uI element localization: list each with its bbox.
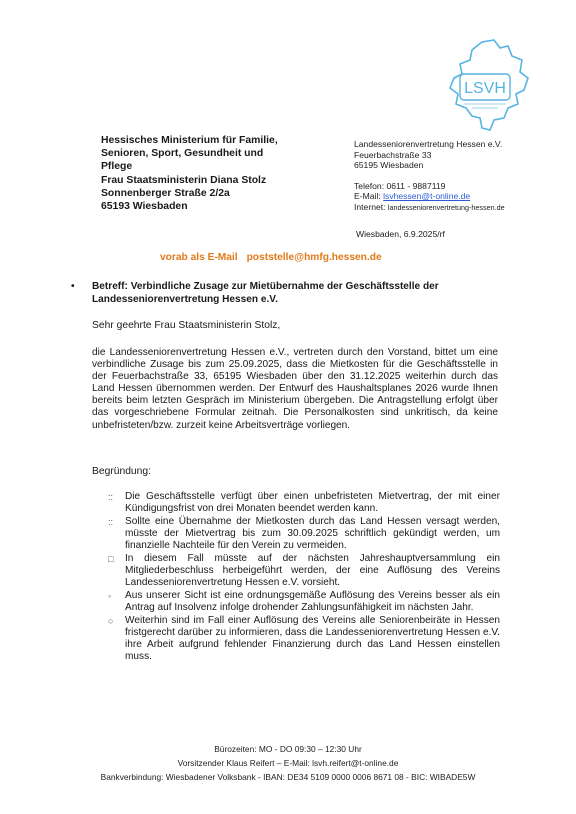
list-item — [108, 516, 500, 552]
list-marker: ○ — [108, 616, 114, 626]
advance-email-address[interactable]: poststelle@hmfg.hessen.de — [246, 252, 382, 263]
subject-bullet: • — [71, 281, 75, 292]
recipient-line: Senioren, Sport, Gesundheit und — [101, 148, 264, 160]
recipient-line: Sonnenberger Straße 2/2a — [101, 187, 230, 199]
sender-name: Landesseniorenvertretung Hessen e.V. — [354, 139, 503, 149]
list-item-text: Aus unserer Sicht ist eine ordnungsgemäße Auflösung des Vereins besser als ein Antrag auf Insolvenz infolge drohender Zahlungsunfähigkeit im nächsten Jahr. — [125, 590, 500, 613]
list-item-text: In diesem Fall müsste auf der nächsten Jahreshauptversammlung ein Mitgliederbeschluss herbeigeführt werden, der eine Auflösung des Vereins Landesseniorenvertretung Hessen e.V. vorsieht. — [125, 553, 500, 588]
recipient-line: Frau Staatsministerin Diana Stolz — [101, 174, 267, 186]
sender-street: Feuerbachstraße 33 — [354, 149, 432, 160]
list-item — [108, 491, 500, 515]
list-marker: ◦ — [108, 591, 112, 601]
sender-internet-line — [354, 202, 554, 214]
hessen-map-icon — [442, 38, 534, 134]
sender-address — [354, 139, 554, 214]
sender-email-link[interactable]: lsvhessen@t-online.de — [383, 191, 471, 202]
recipient-line: 65193 Wiesbaden — [101, 201, 188, 213]
recipient-line: Pflege — [101, 161, 133, 173]
reasons-heading: Begründung: — [92, 466, 151, 477]
lsvh-logo — [442, 38, 534, 134]
footer-office-hours: Bürozeiten: MO - DO 09:30 – 12:30 Uhr — [214, 744, 362, 754]
list-item — [108, 615, 500, 663]
list-marker: :: — [108, 517, 114, 527]
footer-chair: Vorsitzender Klaus Reifert – E-Mail: lsvh.reifert@t-online.de — [177, 758, 399, 768]
reasons-list — [108, 491, 500, 664]
sender-city: 65195 Wiesbaden — [354, 160, 424, 171]
list-marker: □ — [108, 554, 114, 564]
sender-phone: Telefon: 0611 - 9887119 — [354, 180, 446, 191]
letter-date: Wiesbaden, 6.9.2025/rf — [356, 229, 445, 239]
recipient-address — [101, 134, 331, 213]
advance-email-note — [160, 252, 382, 263]
list-item — [108, 590, 500, 614]
sender-internet-link[interactable]: landesseniorenvertretung-hessen.de — [387, 202, 505, 212]
sender-email-line — [354, 191, 554, 202]
logo-text: LSVH — [464, 80, 506, 97]
advance-label: vorab als E-Mail — [160, 252, 238, 263]
sender-internet-label: Internet: — [354, 201, 388, 212]
footer-bank: Bankverbindung: Wiesbadener Volksbank - IBAN: DE34 5109 0000 0006 8671 08 - BIC: WIBADE5W — [100, 772, 476, 782]
list-item-text: Die Geschäftsstelle verfügt über einen unbefristeten Mietvertrag, der mit einer Kündigungsfrist von drei Monaten beendet werden kann. — [125, 491, 500, 514]
list-marker: :: — [108, 492, 114, 502]
list-item-text: Weiterhin sind im Fall einer Auflösung des Vereins alle Seniorenbeiräte in Hessen fristgerecht darüber zu informieren, dass die Landesseniorenvertretung Hessen e.V. ihre Arbeit aufgrund fehlender Finanzierung durch das Land Hessen einstellen muss. — [125, 615, 500, 662]
body-paragraph: die Landesseniorenvertretung Hessen e.V., vertreten durch den Vorstand, bittet um eine verbindliche Zusage bis zum 25.09.2025, dass die Mietkosten für die Geschäftsstelle in der Feuerbachstraße 33, 65195 Wiesbaden über den 31.12.2025 weiterhin durch das Land Hessen übernommen werden. Der Entwurf des Haushaltsplanes 2026 wurde Ihnen bereits beim letzten Gespräch im Ministerium übergeben. Die Antragstellung erfolgt über das vorgeschriebene Formular zeitnah. Die Personalkosten sind unkritisch, da keine unbefristeten/bzw. zurzeit keine Arbeitsverträge vorliegen. — [92, 347, 498, 431]
list-item — [108, 553, 500, 589]
salutation: Sehr geehrte Frau Staatsministerin Stolz, — [92, 320, 281, 331]
recipient-line: Hessisches Ministerium für Familie, — [101, 135, 278, 146]
subject-text: Betreff: Verbindliche Zusage zur Mietübernahme der Geschäftsstelle der Landesseniorenvertretung Hessen e.V. — [92, 281, 439, 305]
list-item-text: Sollte eine Übernahme der Mietkosten durch das Land Hessen versagt werden, müsste der Mietvertrag bis zum 30.09.2025 schriftlich gekündigt werden, um finanzielle Nachteile für den Verein zu vermeiden. — [125, 516, 500, 551]
sender-email-label: E-Mail: — [354, 191, 384, 202]
